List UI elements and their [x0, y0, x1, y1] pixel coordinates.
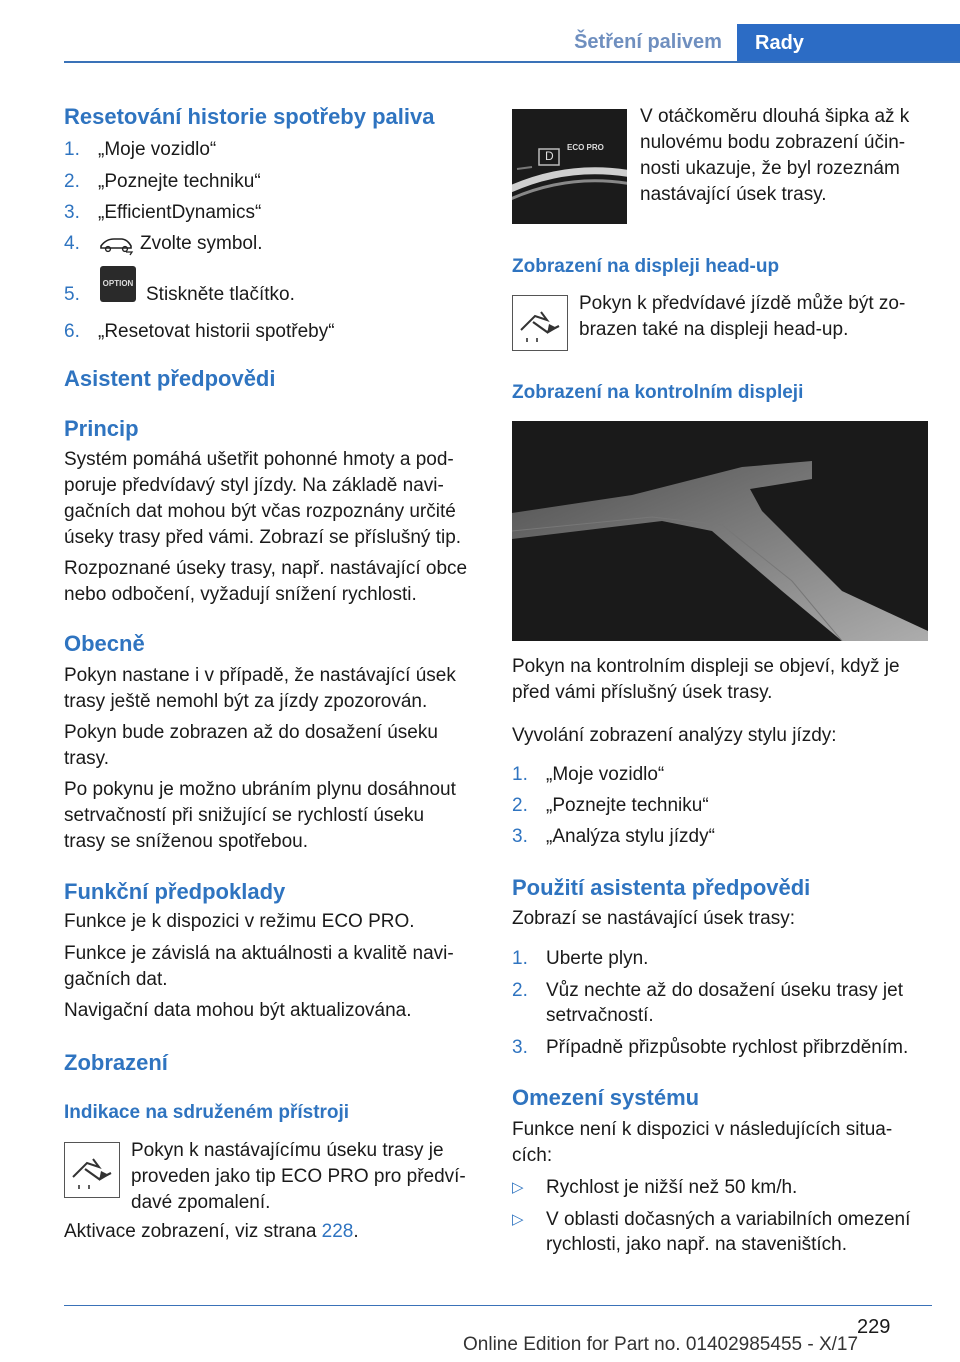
heading-princip: Princip [64, 416, 139, 441]
tachometer-eco-pro-image [512, 109, 627, 224]
kontrolni-paragraph: Pokyn na kontrolním displeji se objeví, když je před vámi příslušný úsek trasy. [512, 656, 900, 703]
gauge-paragraph: V otáčkoměru dlouhá šipka až k nulovému bodu zobrazení účin- nosti ukazuje, že byl rozeznám nastávající úsek trasy. [640, 106, 910, 205]
heading-obecne: Obecně [64, 631, 145, 656]
heading-zobrazeni: Zobrazení [64, 1050, 168, 1075]
heading-indikace: Indikace na sdruženém přístroji [64, 1102, 350, 1123]
list-item: 3. „EfficientDynamics“ [64, 202, 262, 223]
princip-paragraph-2: Rozpoznané úseky trasy, např. nastávající obce nebo odbočení, vyžadují snížení rychlosti. [64, 558, 468, 605]
headup-paragraph: Pokyn k předvídavé jízdě může být zo- brazen také na displeji head-up. [579, 293, 906, 340]
list-item: 2. „Poznejte techniku“ [64, 171, 261, 192]
funkcni-paragraph-1: Funkce je k dispozici v režimu ECO PRO. [64, 911, 415, 932]
eco-tip-symbol-icon [64, 1142, 120, 1198]
obecne-paragraph-3: Po pokynu je možno ubráním plynu dosáhnout setrvačností při snižující se rychlostí úseku trasy se sníženou spotřebou. [64, 779, 456, 852]
heading-headup: Zobrazení na displeji head-up [512, 256, 780, 277]
list-item: 3. Případně přizpůsobte rychlost přibrzděním. [512, 1037, 909, 1058]
indikace-paragraph: Pokyn k nastávajícímu úseku trasy je proveden jako tip ECO PRO pro předví- davé zpomalení. [131, 1140, 466, 1213]
list-item: 6. „Resetovat historii spotřeby“ [64, 321, 335, 342]
footer-edition: Online Edition for Part no. 01402985455 - X/17 [463, 1334, 859, 1355]
option-button-icon [100, 266, 136, 302]
page-link-228[interactable]: 228 [321, 1221, 354, 1242]
header-section: Šetření palivem [574, 31, 722, 53]
list-item: 1. Uberte plyn. [512, 948, 649, 969]
control-display-road-image [512, 421, 928, 641]
gauge-letter: D [545, 149, 554, 163]
list-item: 5. OPTION Stiskněte tlačítko. [64, 282, 482, 308]
funkcni-paragraph-3: Navigační data mohou být aktualizována. [64, 1000, 412, 1021]
heading-reset-history: Resetování historie spotřeby paliva [64, 104, 435, 129]
heading-kontrolni: Zobrazení na kontrolním displeji [512, 382, 804, 403]
omezeni-paragraph: Funkce není k dispozici v následujících situa- cích: [512, 1119, 893, 1166]
list-item: 2. Vůz nechte až do dosažení úseku trasy jet setrvačností. [512, 980, 903, 1026]
vyvolani-paragraph: Vyvolání zobrazení analýzy stylu jízdy: [512, 725, 837, 746]
obecne-paragraph-2: Pokyn bude zobrazen až do dosažení úseku trasy. [64, 722, 438, 769]
gauge-label: ECO PRO [567, 143, 604, 152]
car-efficiency-icon [98, 234, 136, 256]
header-chapter: Rady [737, 24, 960, 62]
funkcni-paragraph-2: Funkce je závislá na aktuálnosti a kvalitě navi- gačních dat. [64, 943, 454, 990]
list-item: ▷ V oblasti dočasných a variabilních omezení rychlosti, jako např. na staveništích. [512, 1209, 911, 1255]
obecne-paragraph-1: Pokyn nastane i v případě, že nastávající úsek trasy ještě nemohl být za jízdy zpozorován. [64, 665, 456, 712]
aktivace-paragraph: Aktivace zobrazení, viz strana 228. [64, 1221, 359, 1242]
heading-funkcni: Funkční předpoklady [64, 879, 286, 904]
pouziti-paragraph: Zobrazí se nastávající úsek trasy: [512, 908, 796, 929]
princip-paragraph-1: Systém pomáhá ušetřit pohonné hmoty a pod- poruje předvídavý styl jízdy. Na základě navi- gačních dat mohou být včas rozpoznány určité úseky trasy před vámi. Zobrazí se příslušný tip. [64, 449, 462, 548]
heading-omezeni: Omezení systému [512, 1085, 700, 1110]
heading-asistent: Asistent předpovědi [64, 366, 276, 391]
list-item: 3. „Analýza stylu jízdy“ [512, 826, 715, 847]
option-label: OPTION [102, 279, 134, 288]
heading-pouziti: Použití asistenta předpovědi [512, 875, 811, 900]
list-item: 2. „Poznejte techniku“ [512, 795, 709, 816]
list-item: 1. „Moje vozidlo“ [64, 139, 217, 160]
header-rule [64, 61, 960, 63]
list-item: ▷ Rychlost je nižší než 50 km/h. [512, 1177, 798, 1198]
headup-eco-tip-icon [512, 295, 568, 351]
page-number: 229 [857, 1316, 891, 1338]
footer-rule [64, 1305, 932, 1306]
list-item: 4. Zvolte symbol. [64, 233, 263, 254]
list-item: 1. „Moje vozidlo“ [512, 764, 665, 785]
